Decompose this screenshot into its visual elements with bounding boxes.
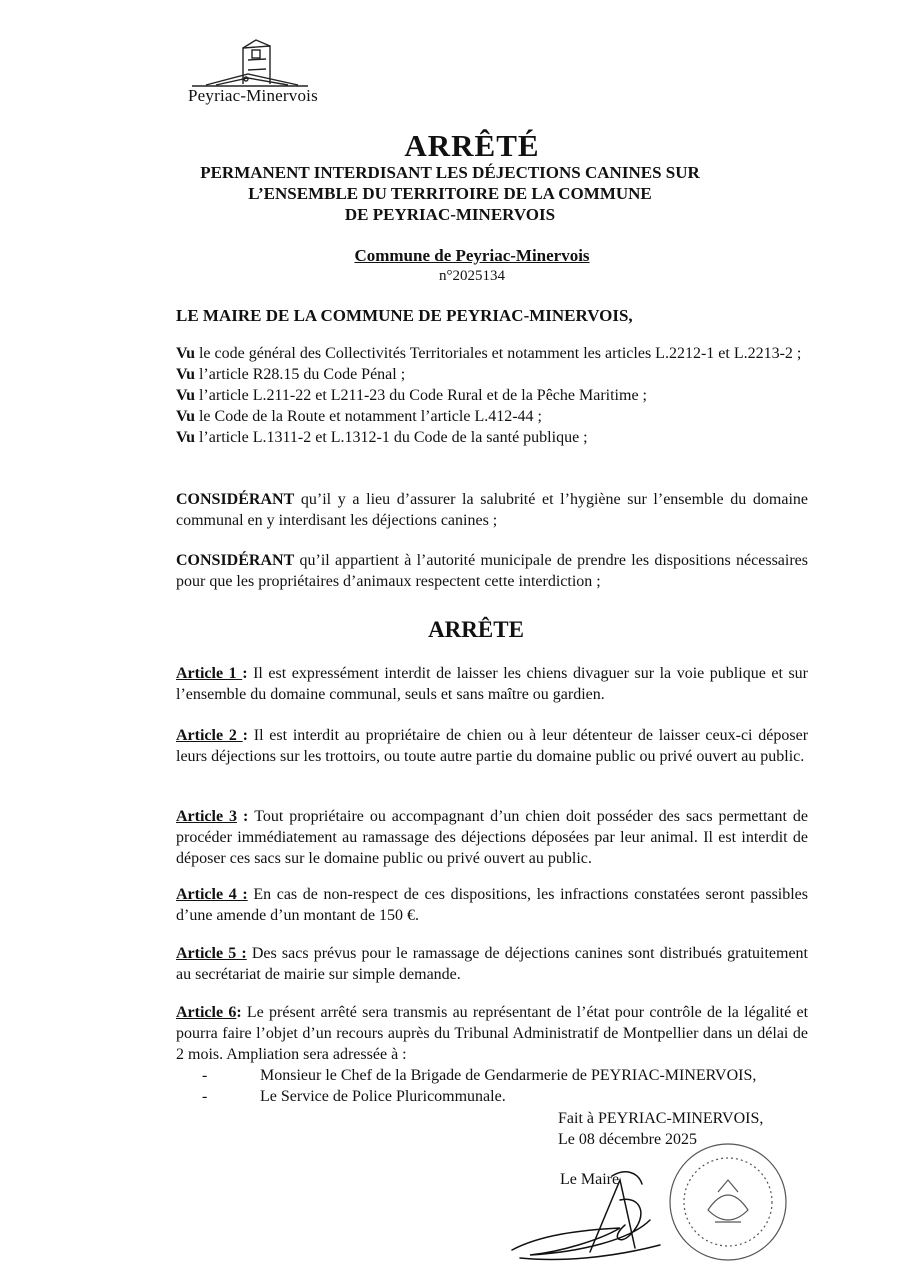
article-4: Article 4 : En cas de non-respect de ces dispositions, les infractions constatées seront passibles d’une amende d’un montant de 150 €. — [176, 886, 809, 924]
vu-item: Vu l’article R28.15 du Code Pénal ; — [176, 366, 406, 383]
considerant-2: CONSIDÉRANT qu’il appartient à l’autorité municipale de prendre les dispositions nécessaires pour que les propriétaires d’animaux respectent cette interdiction ; — [176, 552, 808, 590]
fait-a: Fait à PEYRIAC-MINERVOIS, — [558, 1110, 764, 1127]
ampliation-item: - Monsieur le Chef de la Brigade de Gendarmerie de PEYRIAC-MINERVOIS, — [202, 1067, 757, 1084]
article-2: Article 2 : Il est interdit au propriétaire de chien ou à leur détenteur de laisser ceux-ci déposer leurs déjections sur les trottoirs, ou toute autre partie du domaine public ou privé ouvert au public. — [176, 727, 809, 765]
maire-heading: LE MAIRE DE LA COMMUNE DE PEYRIAC-MINERVOIS, — [176, 306, 633, 325]
seal-icon — [670, 1144, 786, 1260]
vu-item: Vu le Code de la Route et notamment l’article L.412-44 ; — [176, 408, 542, 425]
date: Le 08 décembre 2025 — [558, 1131, 698, 1148]
belfry-icon — [188, 38, 312, 88]
vu-item: Vu l’article L.211-22 et L211-23 du Code Rural et de la Pêche Maritime ; — [176, 387, 647, 404]
signature-icon — [512, 1172, 660, 1260]
considerant-1: CONSIDÉRANT qu’il y a lieu d’assurer la salubrité et l’hygiène sur l’ensemble du domaine communal en y interdisant les déjections canines ; — [176, 491, 808, 529]
vu-item: Vu le code général des Collectivités Territoriales et notamment les articles L.2212-1 et L.2213-2 ; — [176, 345, 802, 362]
logo-text: Peyriac-Minervois — [188, 86, 318, 105]
signature-and-seal — [500, 1140, 800, 1270]
subtitle-line: L’ENSEMBLE DU TERRITOIRE DE LA COMMUNE — [248, 184, 652, 203]
ampliation-item: - Le Service de Police Pluricommunale. — [202, 1088, 506, 1105]
article-3: Article 3 : Tout propriétaire ou accompagnant d’un chien doit posséder des sacs permettant de procéder immédiatement au ramassage des déjections déposées par leur animal. Il est interdit de déposer ces sacs sur le domaine public ou privé ouvert au public. — [176, 808, 808, 867]
arrete-heading: ARRÊTE — [428, 617, 524, 642]
commune-logo — [188, 38, 318, 112]
article-1: Article 1 : Il est expressément interdit de laisser les chiens divaguer sur la voie publique et sur l’ensemble du domaine communal, seuls et sans maître ou gardien. — [176, 665, 809, 703]
commune-name: Commune de Peyriac-Minervois — [354, 246, 590, 265]
article-5: Article 5 : Des sacs prévus pour le ramassage de déjections canines sont distribués gratuitement au secrétariat de mairie sur simple demande. — [176, 945, 808, 983]
subtitle-line: DE PEYRIAC-MINERVOIS — [344, 205, 556, 224]
decree-number: n°2025134 — [439, 268, 505, 284]
article-6: Article 6: Le présent arrêté sera transmis au représentant de l’état pour contrôle de la légalité et pourra faire l’objet d’un recours auprès du Tribunal Administratif de Montpellier dans un délai de 2 mois. Ampliation sera adressée à : - Monsieur le Chef de la Brigade de Gendarmerie de PEYRIAC-MINERVOIS, - Le Service de Police Pluricommunale. — [176, 1002, 808, 1107]
document-title: ARRÊTÉ — [404, 128, 540, 163]
vu-list — [176, 343, 808, 448]
vu-item: Vu l’article L.1311-2 et L.1312-1 du Code de la santé publique ; — [176, 429, 588, 446]
document-subtitle — [0, 162, 900, 225]
subtitle-line: PERMANENT INTERDISANT LES DÉJECTIONS CANINES SUR — [200, 163, 700, 182]
signature-label: Le Maire — [560, 1171, 620, 1188]
